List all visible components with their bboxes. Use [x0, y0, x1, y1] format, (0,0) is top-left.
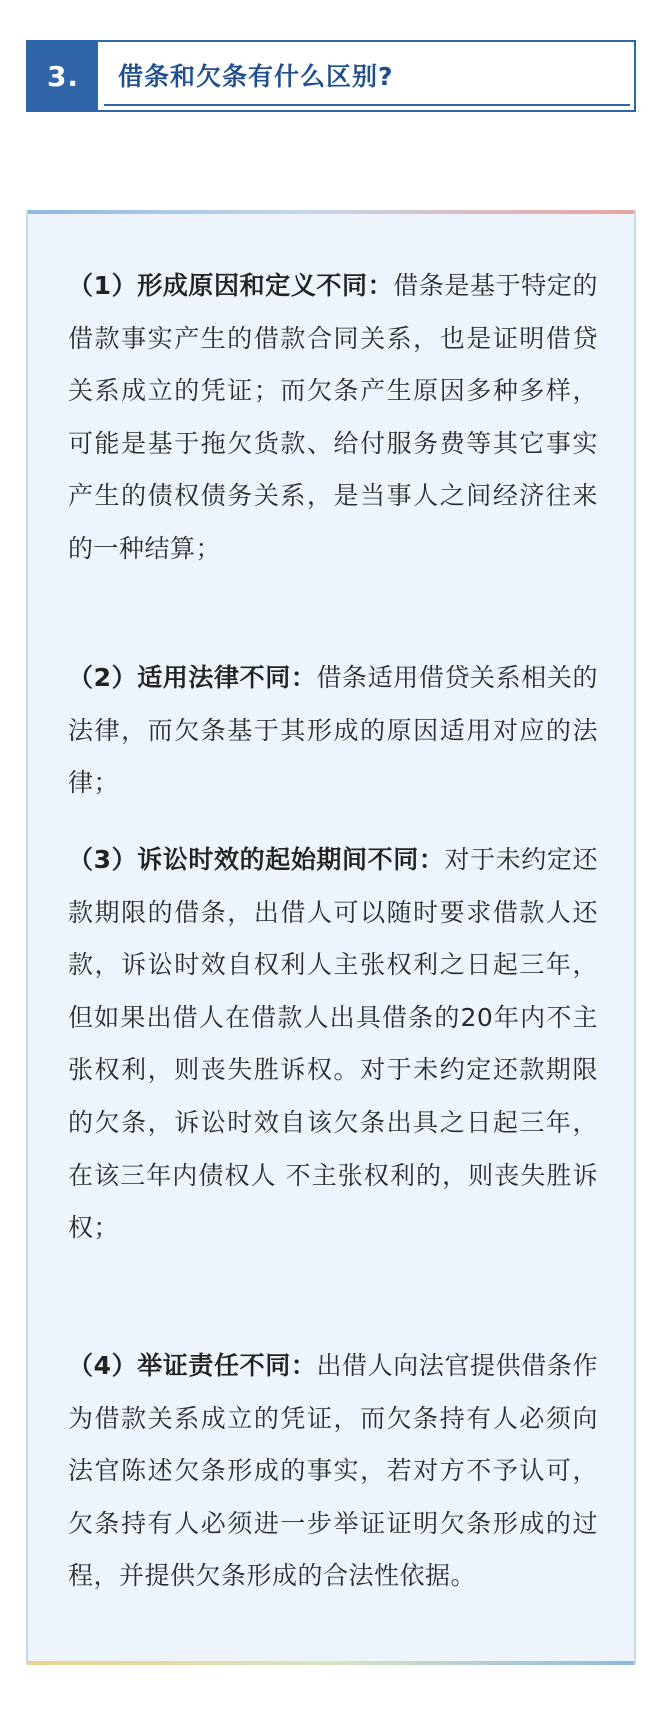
item-heading: （1）形成原因和定义不同： — [68, 271, 394, 300]
content-card — [26, 210, 636, 1665]
list-item — [68, 834, 598, 1255]
item-heading: （3）诉讼时效的起始期间不同： — [68, 845, 445, 874]
item-body: 出借人向法官提供借条作为借款关系成立的凭证，而欠条持有人必须向法官陈述欠条形成的事实，若对方不予认可，欠条持有人必须进一步举证证明欠条形成的过程，并提供欠条形成的合法性依据。 — [68, 1351, 598, 1591]
item-body: 借条是基于特定的借款事实产生的借款合同关系，也是证明借贷关系成立的凭证；而欠条产生原因多种多样，可能是基于拖欠货款、给付服务费等其它事实产生的债权债务关系，是当事人之间经济往来的一种结算； — [68, 271, 598, 563]
list-item — [68, 260, 598, 576]
item-body: 对于未约定还款期限的借条，出借人可以随时要求借款人还款，诉讼时效自权利人主张权利之日起三年，但如果出借人在借款人出具借条的20年内不主张权利，则丧失胜诉权。对于未约定还款期限的欠条，诉讼时效自该欠条出具之日起三年，在该三年内债权人 不主张权利的，则丧失胜诉权； — [68, 845, 598, 1243]
item-heading: （4）举证责任不同： — [68, 1351, 317, 1380]
item-heading: （2）适用法律不同： — [68, 663, 317, 692]
section-number: 3. — [28, 42, 98, 110]
section-title-container — [104, 46, 630, 106]
card-bottom-accent — [28, 1661, 634, 1665]
list-item — [68, 652, 598, 810]
list-item — [68, 1340, 598, 1603]
section-header — [26, 40, 636, 112]
item-body: 借条适用借贷关系相关的法律，而欠条基于其形成的原因适用对应的法律； — [68, 663, 598, 798]
card-top-accent — [28, 210, 634, 214]
section-title: 借条和欠条有什么区别? — [118, 62, 394, 91]
